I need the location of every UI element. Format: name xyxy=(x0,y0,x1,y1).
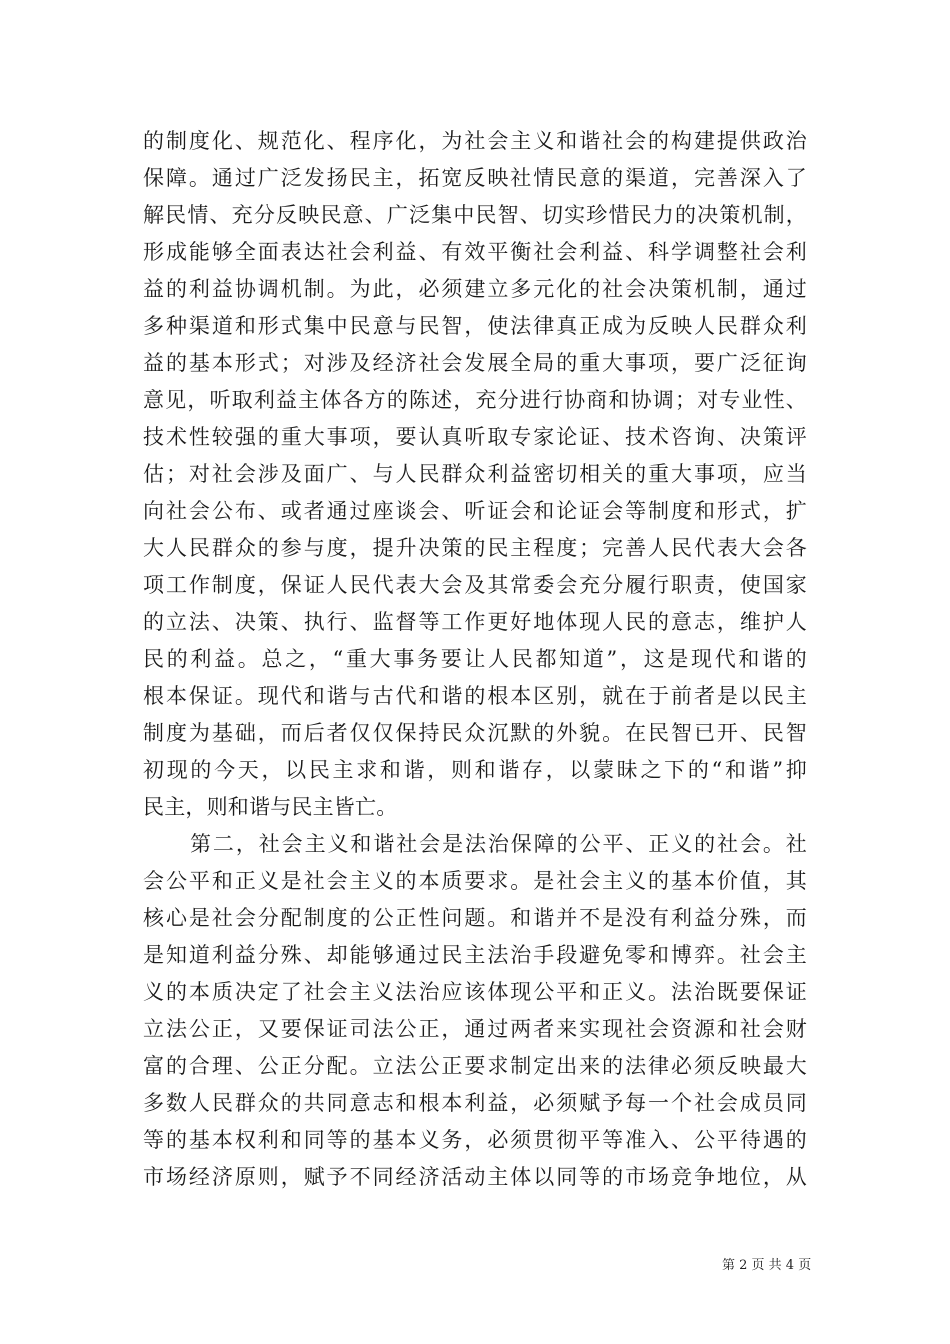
body-text xyxy=(143,123,807,1196)
text-line: 民主，则和谐与民主皆亡。 xyxy=(143,795,398,819)
text-line: 会公平和正义是社会主义的本质要求。是社会主义的基本价值，其 xyxy=(143,869,807,893)
text-line: 形成能够全面表达社会利益、有效平衡社会利益、科学调整社会利 xyxy=(143,240,807,264)
text-line: 根本保证。现代和谐与古代和谐的根本区别，就在于前者是以民主 xyxy=(143,684,807,708)
text-line: 大人民群众的参与度，提升决策的民主程度；完善人民代表大会各 xyxy=(143,536,807,560)
text-line: 估；对社会涉及面广、与人民群众利益密切相关的重大事项，应当 xyxy=(143,462,807,486)
text-line: 市场经济原则，赋予不同经济活动主体以同等的市场竞争地位，从 xyxy=(143,1165,807,1189)
paragraph-2 xyxy=(143,826,807,1196)
text-line: 制度为基础，而后者仅仅保持民众沉默的外貌。在民智已开、民智 xyxy=(143,721,807,745)
text-line: 解民情、充分反映民意、广泛集中民智、切实珍惜民力的决策机制， xyxy=(143,203,807,227)
text-line: 保障。通过广泛发扬民主，拓宽反映社情民意的渠道，完善深入了 xyxy=(143,166,807,190)
text-line: 立法公正，又要保证司法公正，通过两者来实现社会资源和社会财 xyxy=(143,1017,807,1041)
text-line: 技术性较强的重大事项，要认真听取专家论证、技术咨询、决策评 xyxy=(143,425,807,449)
text-line: 意见，听取利益主体各方的陈述，充分进行协商和协调；对专业性、 xyxy=(143,388,807,412)
text-line: 的立法、决策、执行、监督等工作更好地体现人民的意志，维护人 xyxy=(143,610,807,634)
text-line: 多数人民群众的共同意志和根本利益，必须赋予每一个社会成员同 xyxy=(143,1091,807,1115)
text-line: 初现的今天，以民主求和谐，则和谐存，以蒙昧之下的“和谐”抑 xyxy=(143,758,807,782)
text-line: 益的基本形式；对涉及经济社会发展全局的重大事项，要广泛征询 xyxy=(143,351,807,375)
text-line: 等的基本权利和同等的基本义务，必须贯彻平等准入、公平待遇的 xyxy=(143,1128,807,1152)
text-line: 第二，社会主义和谐社会是法治保障的公平、正义的社会。社 xyxy=(190,832,807,856)
text-line: 向社会公布、或者通过座谈会、听证会和论证会等制度和形式，扩 xyxy=(143,499,807,523)
text-line: 多种渠道和形式集中民意与民智，使法律真正成为反映人民群众利 xyxy=(143,314,807,338)
text-line: 的制度化、规范化、程序化，为社会主义和谐社会的构建提供政治 xyxy=(143,129,807,153)
text-line: 核心是社会分配制度的公正性问题。和谐并不是没有利益分殊，而 xyxy=(143,906,807,930)
text-line: 是知道利益分殊、却能够通过民主法治手段避免零和博弈。社会主 xyxy=(143,943,807,967)
text-line: 民的利益。总之，“重大事务要让人民都知道”，这是现代和谐的 xyxy=(143,647,807,671)
text-line: 益的利益协调机制。为此，必须建立多元化的社会决策机制，通过 xyxy=(143,277,807,301)
text-line: 富的合理、公正分配。立法公正要求制定出来的法律必须反映最大 xyxy=(143,1054,807,1078)
text-line: 项工作制度，保证人民代表大会及其常委会充分履行职责，使国家 xyxy=(143,573,807,597)
text-line: 义的本质决定了社会主义法治应该体现公平和正义。法治既要保证 xyxy=(143,980,807,1004)
page-number: 第 2 页 共 4 页 xyxy=(722,1258,812,1273)
paragraph-1 xyxy=(143,123,807,826)
